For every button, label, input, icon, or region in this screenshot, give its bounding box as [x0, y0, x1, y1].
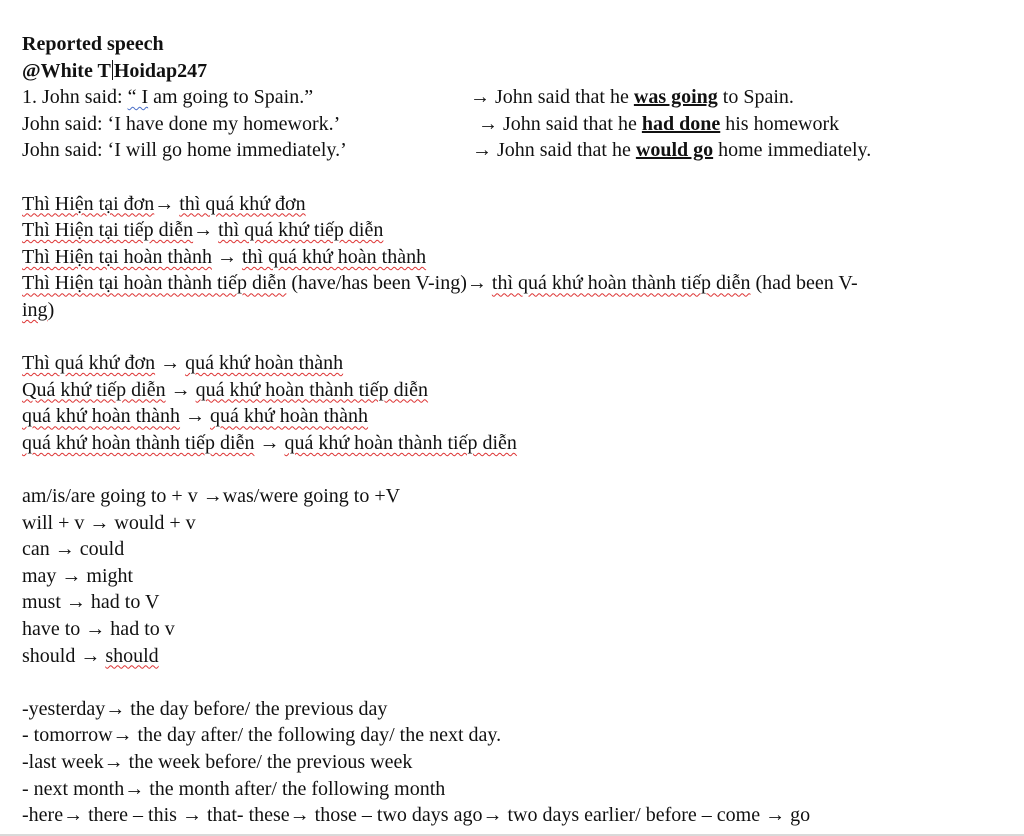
modal-rule-should: should → should — [22, 644, 159, 667]
author-line: @White T Hoidap247 — [22, 59, 208, 82]
present-rule-1: Thì Hiện tại đơn→ thì quá khứ đơn — [22, 192, 306, 215]
example-3-result: → John said that he would go home immediately. — [472, 139, 872, 162]
present-rule-4-cont: ing) — [22, 298, 55, 321]
modal-rule: may → might — [22, 564, 134, 587]
quote-mark: “ I — [127, 86, 149, 109]
past-rule-3: quá khứ hoàn thành → quá khứ hoàn thành — [22, 405, 369, 428]
doc-title: Reported speech — [22, 33, 164, 55]
time-word-rule: - tomorrow→ the day after/ the following day/ the next day. — [22, 724, 502, 747]
time-word-rule: -here→ there – this → that- these→ those – two days ago→ two days earlier/ before – come → go — [22, 804, 811, 827]
modal-rule: must → had to V — [22, 591, 160, 614]
time-word-rule: -yesterday→ the day before/ the previous day — [22, 697, 388, 720]
example-row-3: John said: ‘I will go home immediately.’ → John said that he would go home immediately. — [22, 137, 1012, 164]
past-rule-1: Thì quá khứ đơn → quá khứ hoàn thành — [22, 352, 344, 375]
modal-rule: have to → had to v — [22, 618, 175, 641]
present-rule-2: Thì Hiện tại tiếp diễn→ thì quá khứ tiếp diễn — [22, 219, 384, 242]
example-1-result: → John said that he was going to Spain. — [470, 86, 794, 109]
text-cursor — [112, 60, 113, 80]
past-rule-2: Quá khứ tiếp diễn → quá khứ hoàn thành tiếp diễn — [22, 378, 429, 401]
example-2-result: → John said that he had done his homework — [478, 112, 840, 135]
past-rule-4: quá khứ hoàn thành tiếp diễn → quá khứ hoàn thành tiếp diễn — [22, 431, 517, 454]
modal-rule: am/is/are going to + v →was/were going to +V — [22, 485, 401, 508]
present-rule-4: Thì Hiện tại hoàn thành tiếp diễn (have/has been V-ing)→ thì quá khứ hoàn thành tiếp diễn (had been V- — [22, 272, 858, 295]
example-row-1: 1. John said: “ I am going to Spain.” → John said that he was going to Spain. — [22, 84, 1012, 111]
time-word-rule: - next month→ the month after/ the following month — [22, 777, 446, 800]
document-page — [22, 31, 1012, 829]
time-word-rule: -last week→ the week before/ the previous week — [22, 751, 413, 774]
modal-rule: will + v → would + v — [22, 511, 196, 534]
example-row-2: John said: ‘I have done my homework.’ → John said that he had done his homework — [22, 111, 1012, 138]
modal-rule: can → could — [22, 538, 125, 561]
present-rule-3: Thì Hiện tại hoàn thành → thì quá khứ hoàn thành — [22, 245, 427, 268]
